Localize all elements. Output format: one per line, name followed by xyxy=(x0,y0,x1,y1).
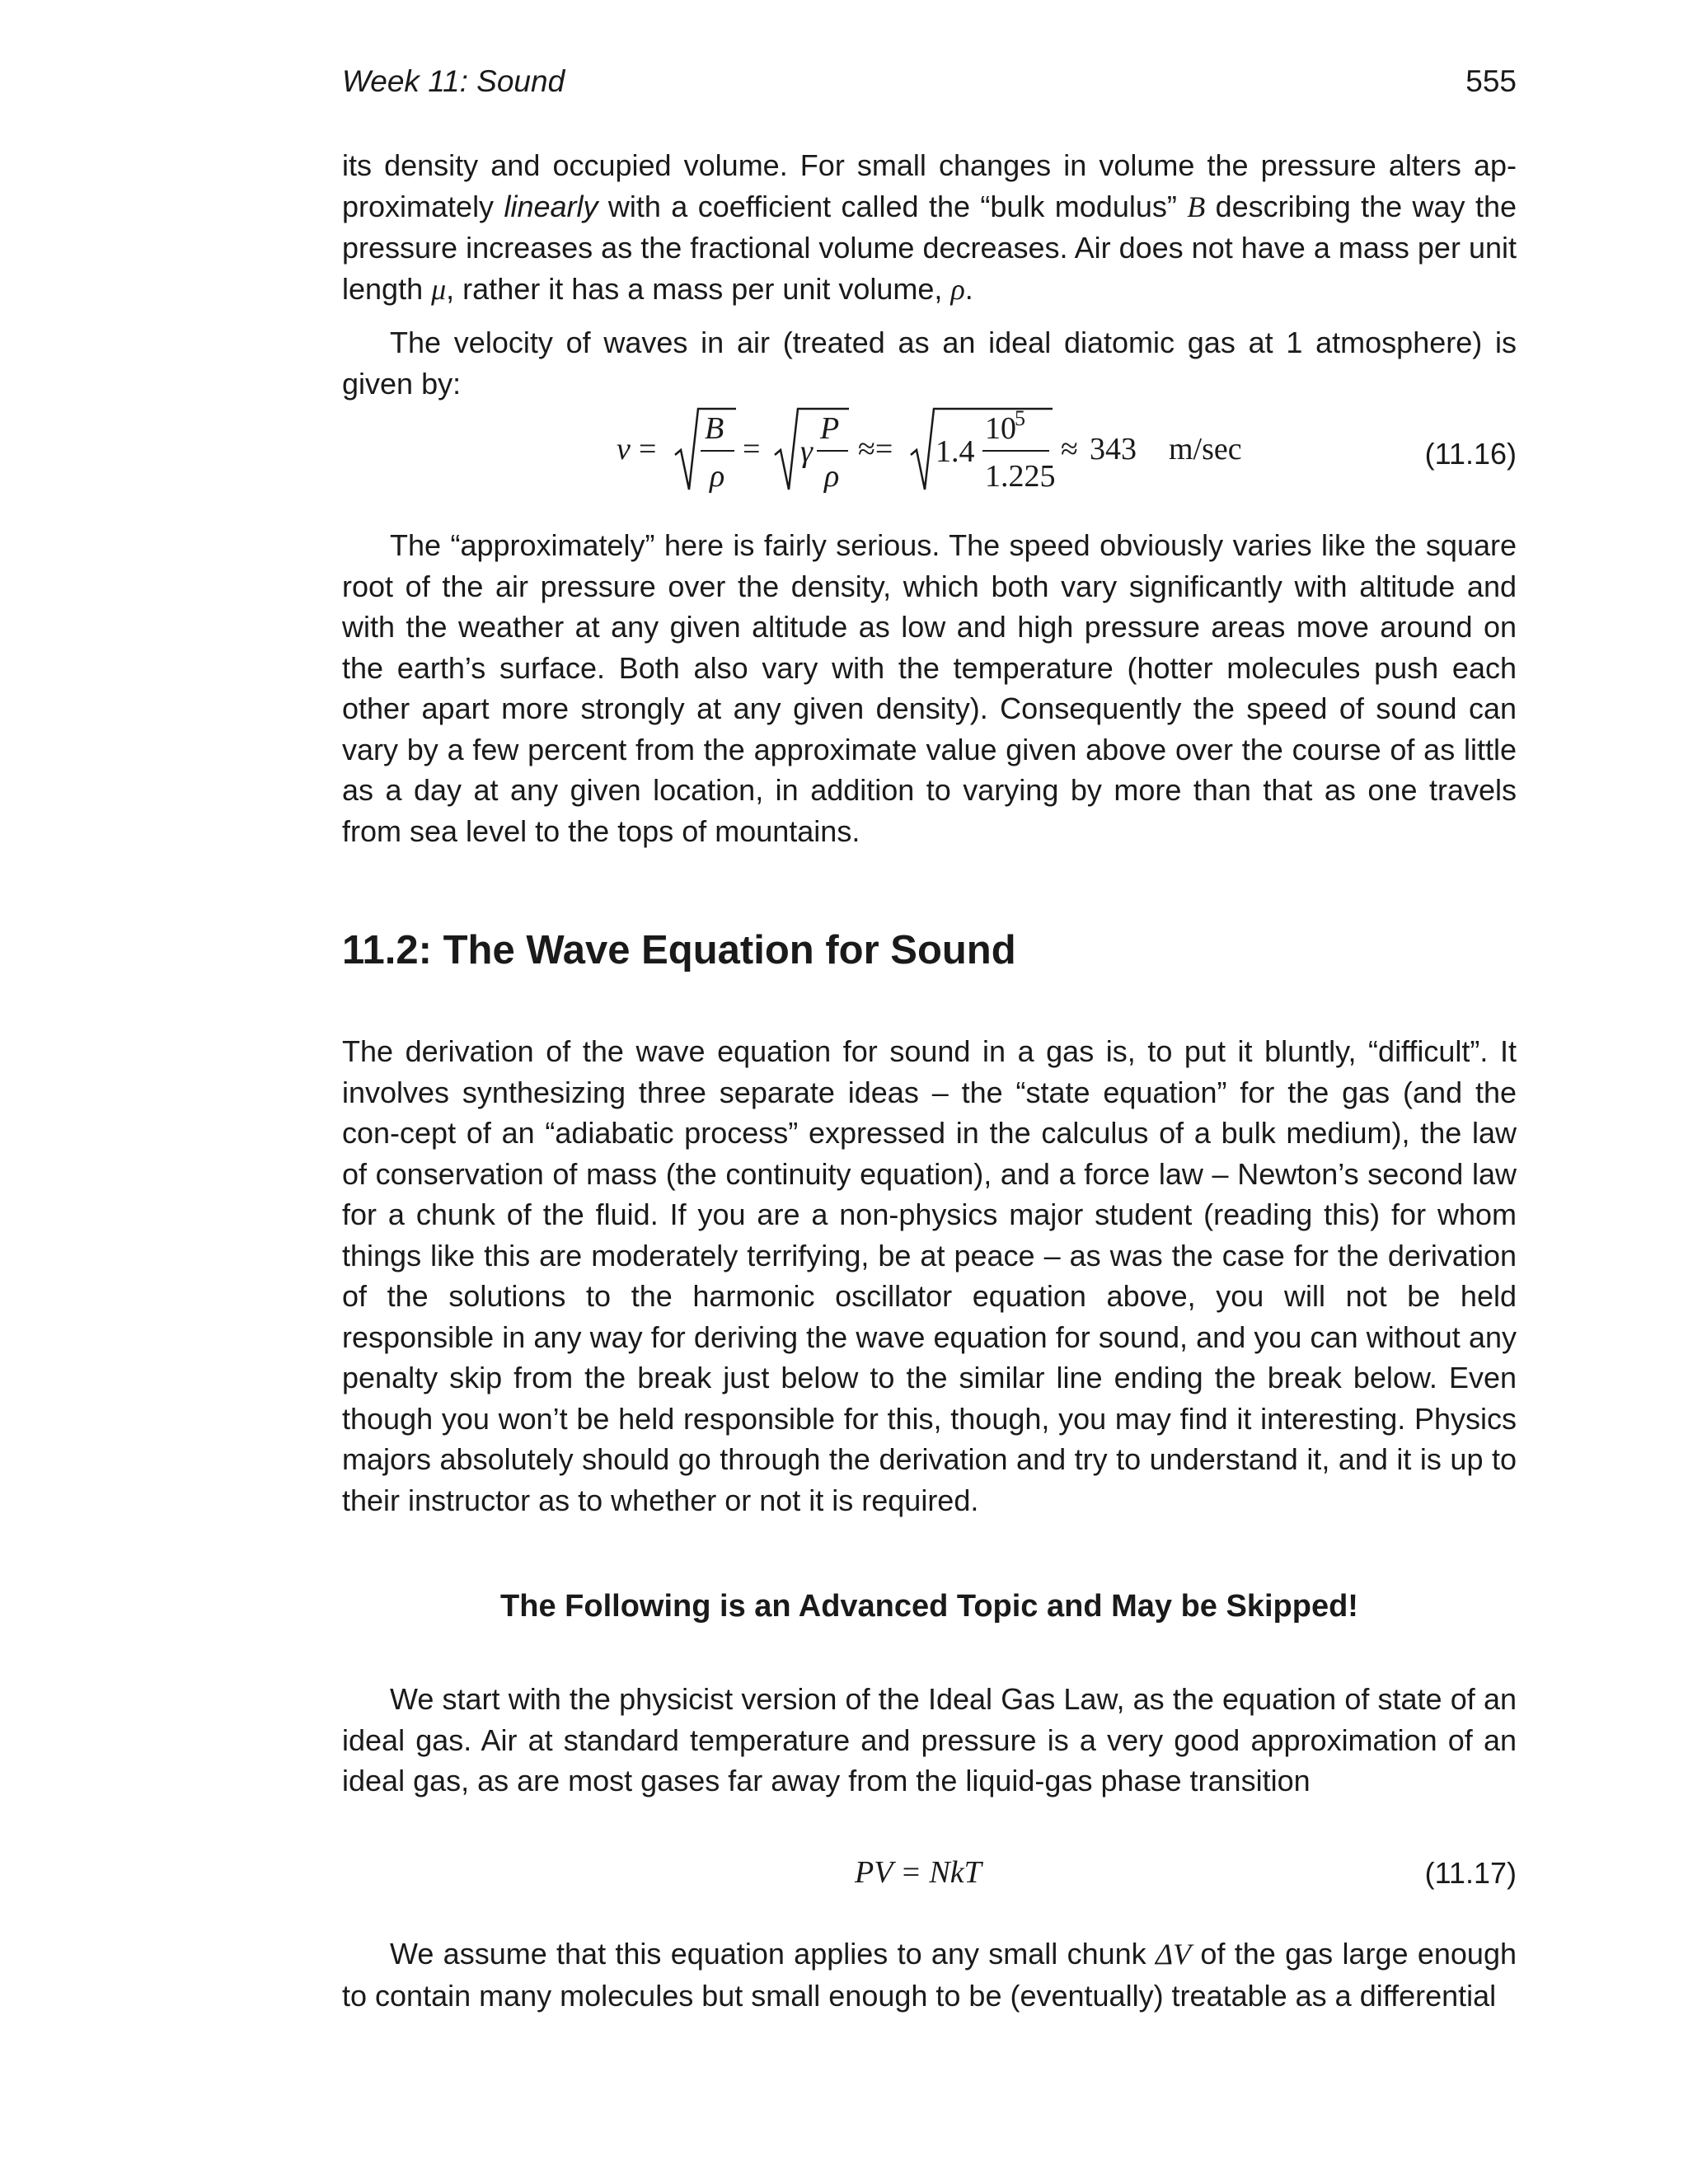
svg-text:1.225: 1.225 xyxy=(985,459,1056,494)
advanced-topic-heading: The Following is an Advanced Topic and May be Skipped! xyxy=(500,1589,1358,1624)
svg-text:ρ: ρ xyxy=(710,459,725,494)
paragraph-velocity-intro: The velocity of waves in air (treated as an ideal diatomic gas at 1 atmosphere) is given by: xyxy=(342,326,1517,401)
svg-text:=: = xyxy=(743,432,761,466)
paragraph-derivation-intro: The derivation of the wave equation for sound in a gas is, to put it bluntly, “difficult”. It involves synthesizing three separate ideas – the “state equation” for the gas (and the con-cept of an “adiabatic process” expressed in the calculus of a bulk medium), the law of conservation of mass (the continuity equation), and a force law – Newton’s second law for a chunk of the fluid. If you are a non-physics major student (reading this) for whom things like this are moderately terrifying, be at peace – as was the case for the derivation of the solutions to the harmonic oscillator equation above, you will not be held responsible in any way for deriving the wave equation for sound, and you can without any penalty skip from the break just below to the similar line ending the break below. Even though you won’t be held responsible for this, though, you may find it interesting. Physics majors absolutely should go through the derivation and try to understand it, and it is up to their instructor as to whether or not it is required. xyxy=(342,1034,1517,1517)
equation-11-17 xyxy=(342,1854,1517,1896)
paragraph-small-chunk: We assume that this equation applies to any small chunk ΔV of the gas large enough to contain many molecules but small enough to be (eventually) treatable as a differential xyxy=(342,1937,1517,2013)
svg-text:1.4: 1.4 xyxy=(935,434,975,469)
section-title: 11.2: The Wave Equation for Sound xyxy=(342,928,1016,972)
svg-text:B: B xyxy=(705,411,724,446)
equation-number-11-17: (11.17) xyxy=(1424,1856,1517,1890)
svg-text:343: 343 xyxy=(1090,432,1137,466)
paragraph-ideal-gas: We start with the physicist version of the Ideal Gas Law, as the equation of state of an ideal gas. Air at standard temperature and pressure is a very good approximation of an ideal gas, as are most gases far away from the liquid-gas phase transition xyxy=(342,1682,1517,1797)
svg-text:≈: ≈ xyxy=(1061,432,1078,466)
equation-number-11-16: (11.16) xyxy=(1424,437,1517,471)
svg-text:=: = xyxy=(639,432,657,466)
header-title: Week 11: Sound xyxy=(342,64,565,98)
paragraph-bulk-modulus: its density and occupied volume. For small changes in volume the pressure alters ap-proximately linearly with a coefficient called the “bulk modulus” B describing the way the pressure increases as the fractional volume decreases. Air does not have a mass per unit length μ, rather it has a mass per unit volume, ρ. xyxy=(342,148,1517,306)
svg-text:γ: γ xyxy=(800,434,813,469)
equation-11-17-formula: PV = NkT xyxy=(855,1855,982,1890)
svg-text:10: 10 xyxy=(985,411,1016,446)
svg-text:5: 5 xyxy=(1015,406,1025,430)
equation-11-16-formula xyxy=(342,399,1356,506)
svg-text:ρ: ρ xyxy=(824,459,840,494)
equation-11-16 xyxy=(342,399,1517,506)
paragraph-approximately: The “approximately” here is fairly serious. The speed obviously varies like the square root of the air pressure over the density, which both vary significantly with altitude and with the weather at any given altitude as low and high pressure areas move around on the earth’s surface. Both also vary with the temperature (hotter molecules push each other apart more strongly at any given density). Consequently the speed of sound can vary by a few percent from the approximate value given above over the course of as little as a day at any given location, in addition to varying by more than that as one travels from sea level to the tops of mountains. xyxy=(342,528,1517,848)
svg-text:P: P xyxy=(820,411,840,446)
svg-text:≈=: ≈= xyxy=(858,432,893,466)
running-header xyxy=(342,64,1517,102)
svg-text:v: v xyxy=(617,432,631,466)
svg-text:m/sec: m/sec xyxy=(1169,432,1242,466)
page-number: 555 xyxy=(1465,64,1517,98)
